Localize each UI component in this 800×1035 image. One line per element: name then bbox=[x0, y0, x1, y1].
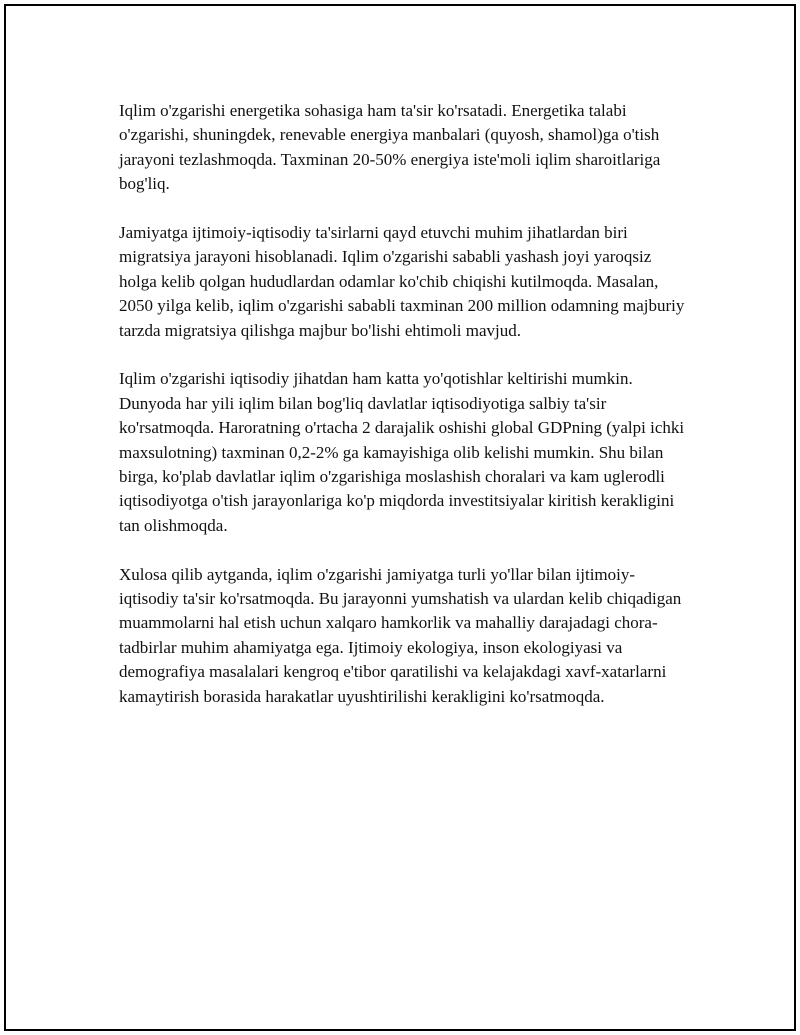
paragraph-conclusion: Xulosa qilib aytganda, iqlim o'zgarishi jamiyatga turli yo'llar bilan ijtimoiy-iqtisodiy ta'sir ko'rsatmoqda. Bu jarayonni yumshatish va ulardan kelib chiqadigan muammolarni hal etish uchun xalqaro hamkorlik va mahalliy darajadagi chora-tadbirlar muhim ahamiyatga ega. Ijtimoiy ekologiya, inson ekologiyasi va demografiya masalalari kengroq e'tibor qaratilishi va kelajakdagi xavf-xatarlarni kamaytirish borasida harakatlar uyushtirilishi kerakligini ko'rsatmoqda. bbox=[119, 564, 682, 706]
document-body bbox=[119, 99, 689, 734]
paragraph-migration: Jamiyatga ijtimoiy-iqtisodiy ta'sirlarni qayd etuvchi muhim jihatlardan biri migratsiya jarayoni hisoblanadi. Iqlim o'zgarishi sababli yashash joyi yaroqsiz holga kelib qolgan hududlardan odamlar ko'chib chiqishi kutilmoqda. Masalan, 2050 yilga kelib, iqlim o'zgarishi sababli taxminan 200 million odamning majburiy tarzda migratsiya qilishga majbur bo'lishi ehtimoli mavjud. bbox=[119, 223, 685, 340]
document-page bbox=[4, 4, 796, 1031]
paragraph-energy: Iqlim o'zgarishi energetika sohasiga ham ta'sir ko'rsatadi. Energetika talabi o'zgarishi, shuningdek, renevable energiya manbalari (quyosh, shamol)ga o'tish jarayoni tezlashmoqda. Taxminan 20-50% energiya iste'moli iqlim sharoitlariga bog'liq. bbox=[119, 101, 661, 194]
paragraph-economy: Iqlim o'zgarishi iqtisodiy jihatdan ham katta yo'qotishlar keltirishi mumkin. Dunyoda har yili iqlim bilan bog'liq davlatlar iqtisodiyotiga salbiy ta'sir ko'rsatmoqda. Haroratning o'rtacha 2 darajalik oshishi global GDPning (yalpi ichki maxsulotning) taxminan 0,2-2% ga kamayishiga olib kelishi mumkin. Shu bilan birga, ko'plab davlatlar iqlim o'zgarishiga moslashish choralari va kam uglerodli iqtisodiyotga o'tish jarayonlariga ko'p miqdorda investitsiyalar kiritish kerakligini tan olishmoqda. bbox=[119, 369, 685, 535]
